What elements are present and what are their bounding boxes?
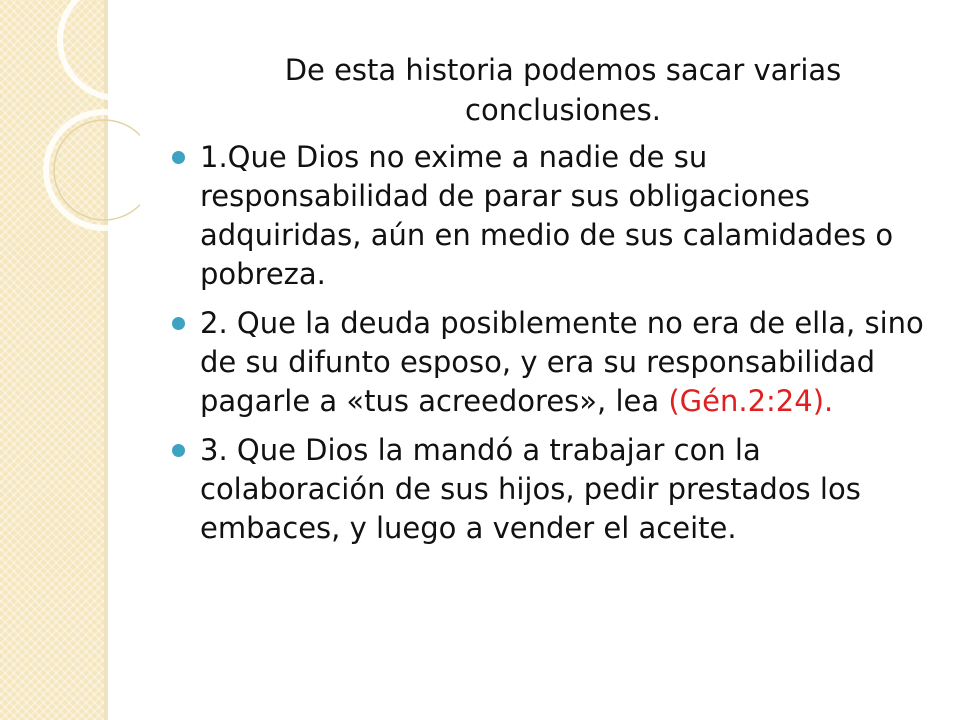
bullet-dot-icon <box>172 317 185 330</box>
sidebar-edge <box>104 0 108 720</box>
bullet-dot-icon <box>172 151 185 164</box>
scripture-reference: (Gén.2:24). <box>668 384 834 418</box>
slide-content <box>168 50 928 558</box>
bullet-text: 2. Que la deuda posiblemente no era de ella, sino de su difunto esposo, y era su responsabilidad pagarle a «tus acreedores», lea <box>200 306 924 418</box>
bullet-item-1 <box>168 138 928 294</box>
bullet-text: 1.Que Dios no exime a nadie de su responsabilidad de parar sus obligaciones adquiridas, aún en medio de sus calamidades o pobreza. <box>200 140 894 291</box>
bullet-text: 3. Que Dios la mandó a trabajar con la colaboración de sus hijos, pedir prestados los embaces, y luego a vender el aceite. <box>200 433 861 545</box>
bullet-item-3 <box>168 431 928 548</box>
bullet-dot-icon <box>172 444 185 457</box>
slide-heading: De esta historia podemos sacar varias conclusiones. <box>284 53 842 127</box>
bullet-list <box>168 138 928 548</box>
decorative-sidebar <box>0 0 105 720</box>
bullet-item-2 <box>168 304 928 421</box>
